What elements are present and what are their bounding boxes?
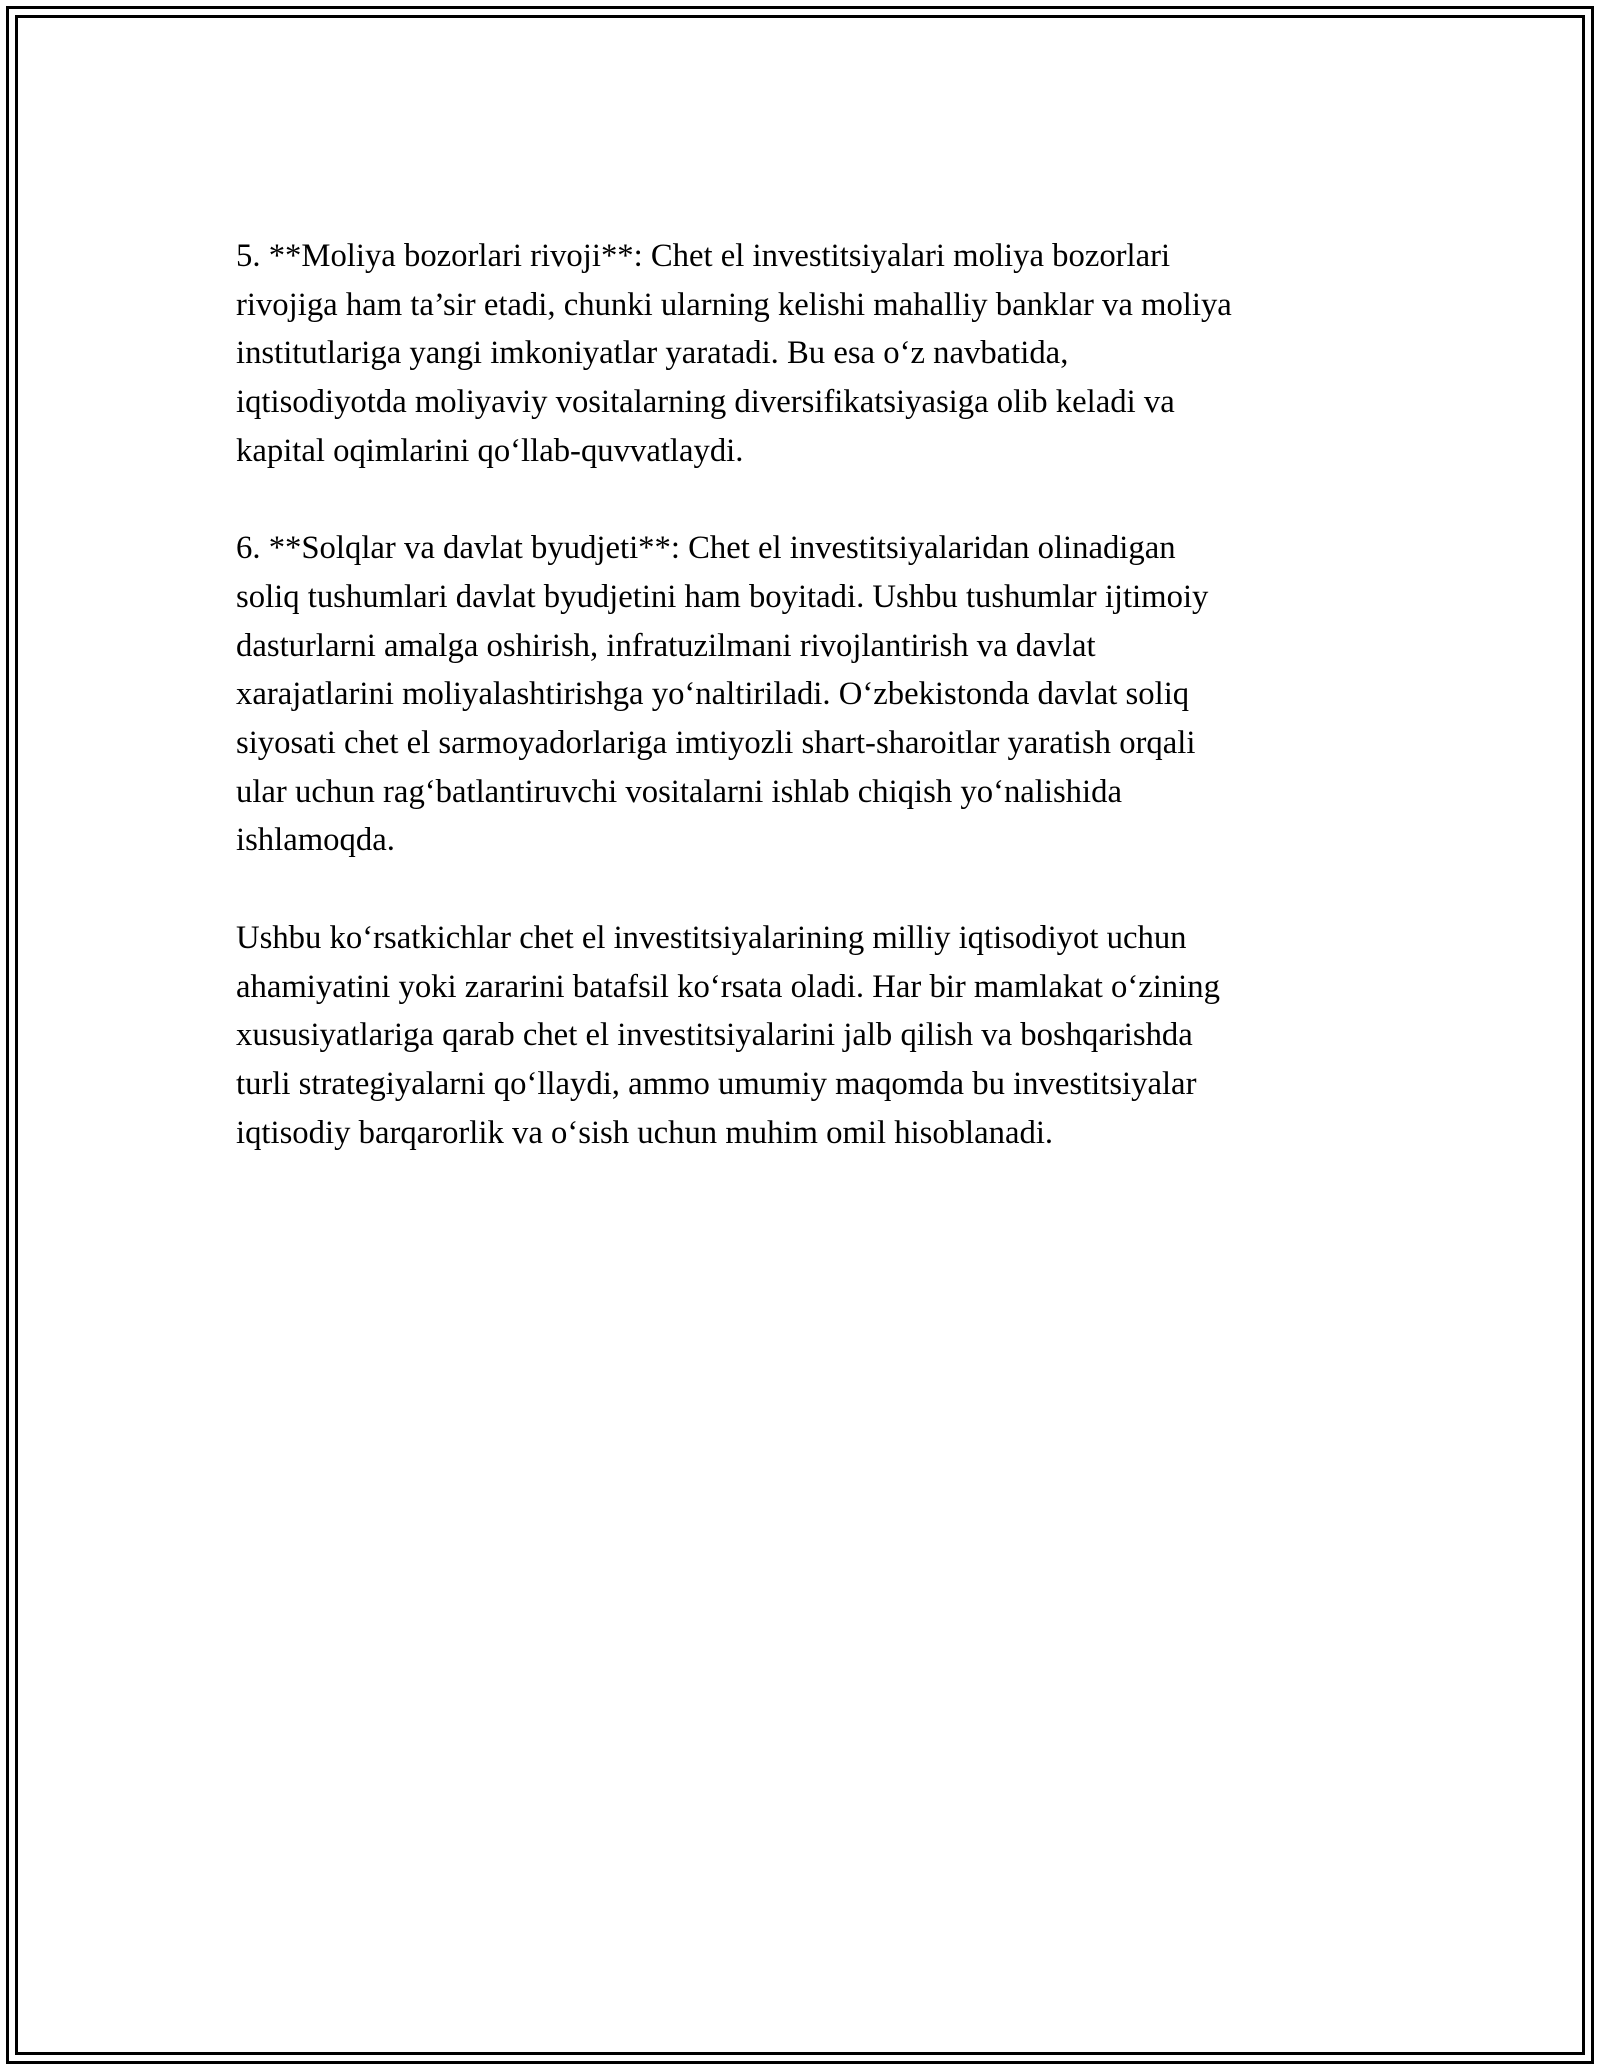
- paragraph-financial-markets: 5. **Moliya bozorlari rivoji**: Chet el investitsiyalari moliya bozorlari rivojiga ham ta’sir etadi, chunki ularning kelishi mahalliy banklar va moliya institutlariga yangi imkoniyatlar yaratadi. Bu esa o‘z navbatida, iqtisodiyotda moliyaviy vositalarning diversifikatsiyasiga olib keladi va kapital oqimlarini qo‘llab-quvvatlaydi.: [236, 238, 1232, 469]
- paragraph-conclusion: Ushbu ko‘rsatkichlar chet el investitsiyalarining milliy iqtisodiyot uchun ahamiyatini yoki zararini batafsil ko‘rsata oladi. Har bir mamlakat o‘zining xususiyatlariga qarab chet el investitsiyalarini jalb qilish va boshqarishda turli strategiyalarni qo‘llaydi, ammo umumiy maqomda bu investitsiyalar iqtisodiy barqarorlik va o‘sish uchun muhim omil hisoblanadi.: [236, 919, 1220, 1151]
- document-body: [236, 232, 1376, 1206]
- paragraph-taxes-budget: 6. **Solqlar va davlat byudjeti**: Chet el investitsiyalaridan olinadigan soliq tushumlari davlat byudjetini ham boyitadi. Ushbu tushumlar ijtimoiy dasturlarni amalga oshirish, infratuzilmani rivojlantirish va davlat xarajatlarini moliyalashtirishga yo‘naltiriladi. O‘zbekistonda davlat soliq siyosati chet el sarmoyadorlariga imtiyozli shart-sharoitlar yaratish orqali ular uchun rag‘batlantiruvchi vositalarni ishlab chiqish yo‘nalishida ishlamoqda.: [236, 530, 1209, 859]
